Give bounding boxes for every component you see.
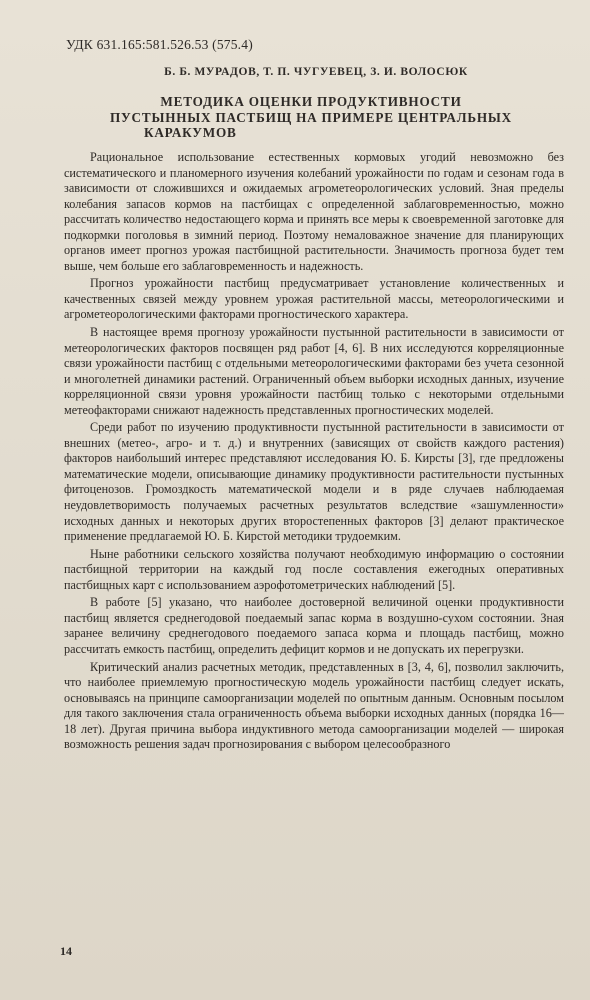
paragraph: Рациональное использование естественных кормовых угодий невозможно без систематического и планомерного изучения колебаний урожайности по годам и сезонам года в зависимости от сложившихся и ожидаемых агрометеорологических условий. Зная пределы колебания запасов кормов на пастбищах с определенной заблаговременностью, можно рассчитать количество недостающего корма и принять все меры к своевременной заготовке для подкормки поголовья в зимний период. Поэтому немаловажное значение для планирующих органов имеет прогноз урожая пастбищной растительности. Значимость прогноза будет тем выше, чем больше его заблаговременность и надежность. <box>64 150 564 273</box>
paragraph: Ныне работники сельского хозяйства получают необходимую информацию о состоянии пастбищной территории на каждый год после составления ежегодных оперативных пастбищных карт с использованием аэрофотометрических наблюдений [5]. <box>64 546 564 592</box>
udk-code: УДК 631.165:581.526.53 (575.4) <box>66 37 253 52</box>
paragraph: Среди работ по изучению продуктивности пустынной растительности в зависимости от внешних (метео-, агро- и т. д.) и внутренних (зависящих от свойств каждого растения) факторов наибольший интерес представляют исследования Ю. Б. Кирсты [3], где предложены математические модели, описывающие динамику продуктивности растительности пустынных фитоценозов. Громоздкость математической модели и в ряде случаев наблюдаемая неудовлетворимость получаемых расчетных результатов вследствие «зашумленности» исходных данных и некоторых других второстепенных факторов [3] делают практическое применение предлагаемой Ю. Б. Кирстой методики трудоемким. <box>64 420 564 544</box>
paragraph: Критический анализ расчетных методик, представленных в [3, 4, 6], позволил заключить, что наиболее приемлемую прогностическую модель урожайности пастбищ следует искать, основываясь на принципе самоорганизации моделей по опытным данным. Основным посылом для такого заключения стала ограниченность объема выборки исходных данных (порядка 16—18 лет). Другая причина выбора индуктивного метода самоорганизации моделей — широкая возможность решения задач прогнозирования с выбором целесообразного <box>64 659 564 752</box>
title-line-3: КАРАКУМОВ <box>144 125 237 140</box>
title-line-2: ПУСТЫННЫХ ПАСТБИЩ НА ПРИМЕРЕ ЦЕНТРАЛЬНЫХ <box>109 109 512 125</box>
paragraph: В настоящее время прогнозу урожайности пустынной растительности в зависимости от метеорологических факторов посвящен ряд работ [4, 6]. В них исследуются корреляционные связи урожайности пастбищ с отдельными метеорологическими факторами без учета сезонной и многолетней динамики растений. Ограниченный объем выборки исходных данных, изучение корреляционной связи уровня урожайности пастбищ только с некоторыми отдельными метеофакторами снижают надежность представленных прогностических моделей. <box>64 325 564 417</box>
article-body <box>64 150 564 755</box>
authors: Б. Б. МУРАДОВ, Т. П. ЧУГУЕВЕЦ, З. И. ВОЛОСЮК <box>164 66 468 78</box>
title-line-1: МЕТОДИКА ОЦЕНКИ ПРОДУКТИВНОСТИ <box>160 94 462 109</box>
page-number: 14 <box>60 944 72 958</box>
paragraph: В работе [5] указано, что наиболее достоверной величиной оценки продуктивности пастбищ является среднегодовой поедаемый запас корма в воздушно-сухом состоянии. Зная заранее величину среднегодового поедаемого запаса корма и площадь пастбищ, можно рассчитать емкость пастбищ, определить дефицит кормов и не допускать их перегрузки. <box>64 595 564 656</box>
article-title <box>96 94 526 141</box>
paragraph: Прогноз урожайности пастбищ предусматривает установление количественных и качественных связей между уровнем урожая растительной массы, метеорологическими и агрометеорологическими факторами прогностического характера. <box>64 276 564 322</box>
